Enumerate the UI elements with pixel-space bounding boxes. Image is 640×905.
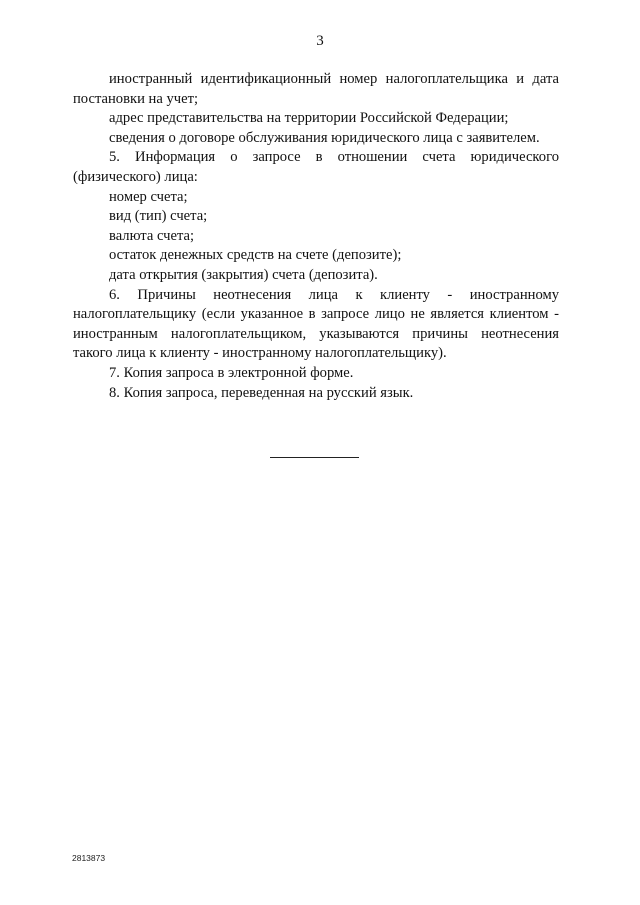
paragraph-item-6: 6. Причины неотнесения лица к клиенту - иностранному налогоплательщику (если указанное в запросе лицо не является клиентом - иностранным налогоплательщиком, указываются причины неотнесения такого лица к клиенту - иностранному налогоплательщику). xyxy=(73,286,559,362)
document-body xyxy=(73,70,559,403)
paragraph-tin: иностранный идентификационный номер налогоплательщика и дата постановки на учет; xyxy=(73,71,559,107)
paragraph-address: адрес представительства на территории Российской Федерации; xyxy=(109,110,509,127)
paragraph-account-type: вид (тип) счета; xyxy=(109,208,208,225)
paragraph-item-8: 8. Копия запроса, переведенная на русский язык. xyxy=(109,384,414,401)
paragraph-item-5: 5. Информация о запросе в отношении счета юридического (физического) лица: xyxy=(73,149,559,185)
end-separator-line xyxy=(270,457,359,458)
paragraph-account-currency: валюта счета; xyxy=(109,227,195,244)
paragraph-account-dates: дата открытия (закрытия) счета (депозита). xyxy=(109,266,378,283)
document-code: 2813873 xyxy=(72,853,106,863)
paragraph-account-number: номер счета; xyxy=(109,188,188,205)
page-number: 3 xyxy=(316,33,324,49)
paragraph-account-balance: остаток денежных средств на счете (депозите); xyxy=(109,247,402,264)
paragraph-contract: сведения о договоре обслуживания юридического лица с заявителем. xyxy=(109,129,540,146)
paragraph-item-7: 7. Копия запроса в электронной форме. xyxy=(109,364,354,381)
